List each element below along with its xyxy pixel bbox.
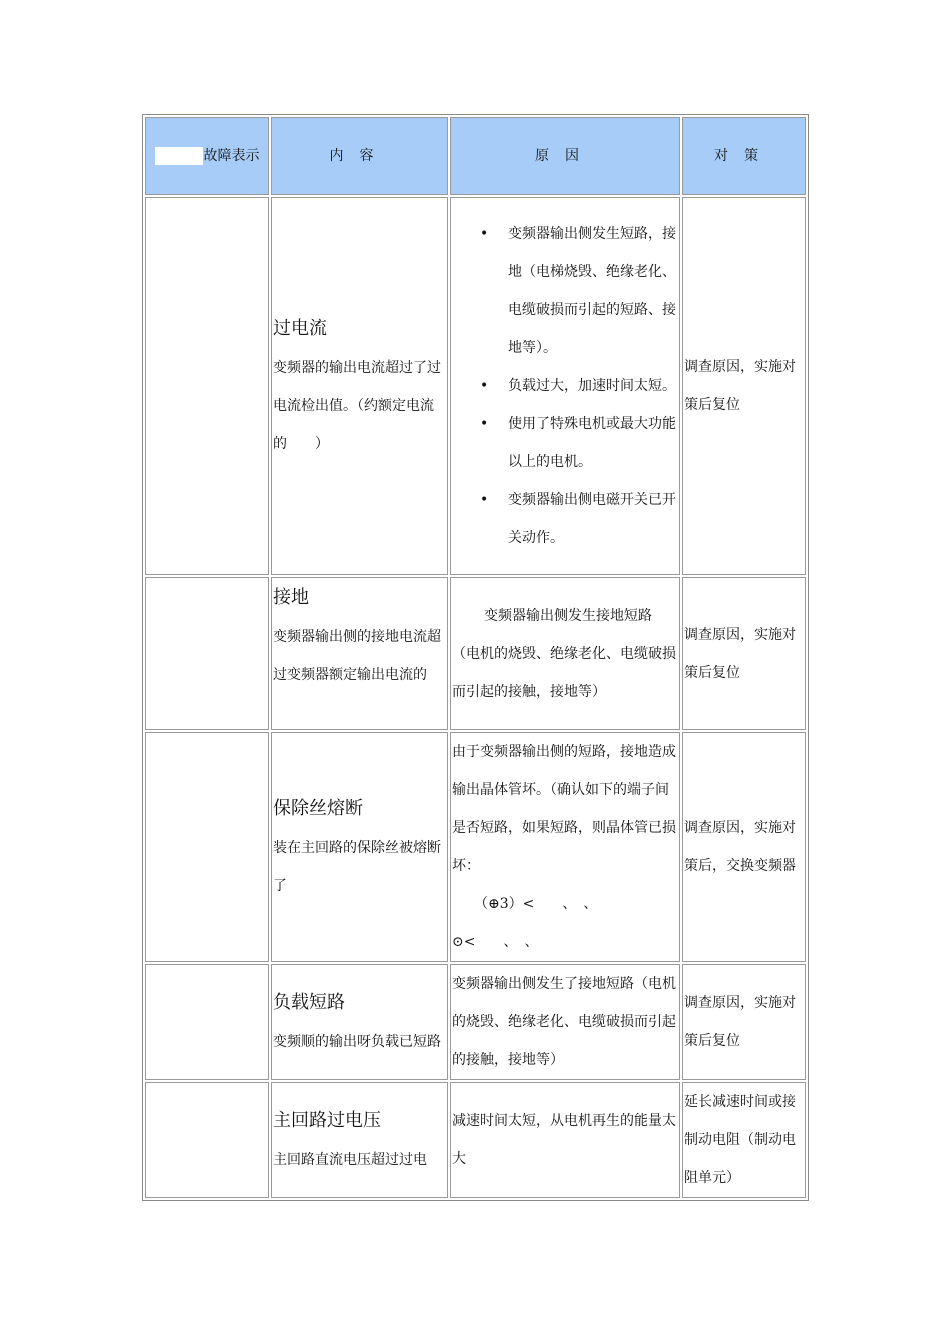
table-row [145, 577, 806, 730]
list-item: • 负载过大，加速时间太短。 [508, 367, 678, 405]
fault-title: 过电流 [273, 318, 327, 339]
cause-text: 变频器输出侧发生了接地短路（电机的烧毁、绝缘老化、电缆破损而引起的接触，接地等） [452, 976, 676, 1068]
table-row [145, 1082, 806, 1198]
fault-code-cell [145, 964, 269, 1080]
content-cell [271, 197, 448, 575]
countermeasure-cell: 延长减速时间或接制动电阻（制动电阻单元） [682, 1082, 806, 1198]
table-row [145, 732, 806, 962]
table-row [145, 197, 806, 575]
content-cell [271, 577, 448, 730]
header-countermeasure: 对策 [682, 117, 806, 195]
cause-cell [450, 732, 680, 962]
header-row [145, 117, 806, 195]
fault-code-cell [145, 577, 269, 730]
content-cell [271, 1082, 448, 1198]
table-row [145, 964, 806, 1080]
cause-cell [450, 577, 680, 730]
content-cell [271, 964, 448, 1080]
fault-description: 变频器的输出电流超过了过电流检出值。（约额定电流的 ） [273, 360, 441, 452]
list-item: • 使用了特殊电机或最大功能以上的电机。 [508, 405, 678, 481]
fault-description: 装在主回路的保除丝被熔断了 [273, 840, 441, 894]
cause-text: 减速时间太短，从电机再生的能量太大 [452, 1113, 676, 1167]
fault-table [142, 114, 809, 1201]
header-fault-display: 故障表示 [145, 117, 269, 195]
fault-title: 主回路过电压 [273, 1110, 381, 1131]
fault-code-cell [145, 197, 269, 575]
fault-description: 主回路直流电压超过过电 [273, 1152, 427, 1168]
content-cell [271, 732, 448, 962]
cause-cell [450, 964, 680, 1080]
countermeasure-cell: 调查原因，实施对策后复位 [682, 577, 806, 730]
cause-cell [450, 197, 680, 575]
cause-terminal-line-1: （⊕3）< 、 、 [474, 896, 598, 912]
countermeasure-cell: 调查原因，实施对策后复位 [682, 197, 806, 575]
fault-title: 保除丝熔断 [273, 798, 363, 819]
cause-text: 由于变频器输出侧的短路，接地造成输出晶体管坏。（确认如下的端子间是否短路，如果短路，则晶体管已损坏： [452, 744, 676, 874]
countermeasure-cell: 调查原因，实施对策后复位 [682, 964, 806, 1080]
fault-title: 负载短路 [273, 992, 345, 1013]
countermeasure-cell: 调查原因，实施对策后，交换变频器 [682, 732, 806, 962]
list-item: • 变频器输出侧发生短路，接地（电梯烧毁、绝缘老化、电缆破损而引起的短路、接地等）。 [508, 215, 678, 367]
fault-code-cell [145, 1082, 269, 1198]
cause-list [452, 215, 678, 557]
fault-code-cell [145, 732, 269, 962]
fault-title: 接地 [273, 587, 309, 608]
fault-description: 变频顺的输出呀负载已短路 [273, 1034, 441, 1050]
cause-cell [450, 1082, 680, 1198]
list-item: • 变频器输出侧电磁开关已开关动作。 [508, 481, 678, 557]
cause-terminal-line-2: ⊙< 、 、 [452, 934, 539, 950]
fault-description: 变频器输出侧的接地电流超过变频器额定输出电流的 [273, 629, 441, 683]
header-cause: 原因 [450, 117, 680, 195]
cause-text: 变频器输出侧发生接地短路（电机的烧毁、绝缘老化、电缆破损而引起的接触，接地等） [452, 607, 676, 700]
header-blank-box [155, 147, 203, 165]
header-content: 内容 [271, 117, 448, 195]
